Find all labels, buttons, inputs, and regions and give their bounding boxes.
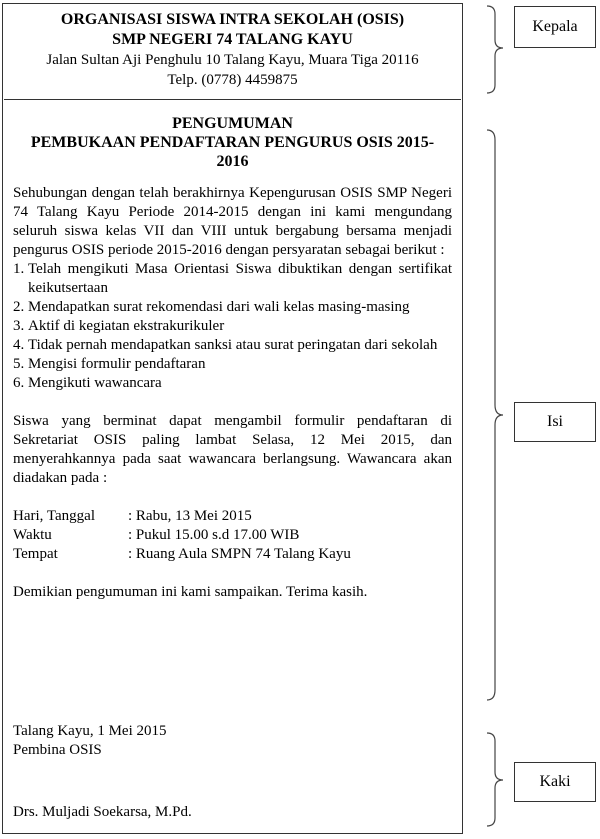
letterhead xyxy=(3,10,462,90)
item-text: Aktif di kegiatan ekstrakurikuler xyxy=(28,318,225,334)
footer-bracket xyxy=(487,733,503,826)
letterhead-divider xyxy=(4,99,461,100)
school-address: Jalan Sultan Aji Penghulu 10 Talang Kayu, Muara Tiga 20116 xyxy=(46,52,419,68)
item-number: 1. xyxy=(13,261,25,277)
closing-sentence: Demikian pengumuman ini kami sampaikan. Terima kasih. xyxy=(13,584,368,600)
announcement-body xyxy=(13,184,452,602)
title-line-1: PENGUMUMAN xyxy=(172,115,293,132)
item-text: Mendapatkan surat rekomendasi dari wali kelas masing-masing xyxy=(28,299,410,315)
requirements-list xyxy=(13,260,452,393)
label-content: Isi xyxy=(514,402,596,442)
schedule-key: Tempat xyxy=(13,546,58,562)
org-name: ORGANISASI SISWA INTRA SEKOLAH (OSIS) xyxy=(60,11,405,28)
header-bracket xyxy=(487,6,503,93)
item-text: Mengikuti wawancara xyxy=(28,375,162,391)
schedule-row xyxy=(13,526,452,545)
item-number: 6. xyxy=(13,375,25,391)
item-text: Telah mengikuti Masa Orientasi Siswa dibuktikan dengan sertifikat keikutsertaan xyxy=(28,261,452,296)
signature-place-date: Talang Kayu, 1 Mei 2015 xyxy=(13,723,167,739)
item-text: Mengisi formulir pendaftaran xyxy=(28,356,206,372)
item-text: Tidak pernah mendapatkan sanksi atau surat peringatan dari sekolah xyxy=(28,337,438,353)
signature-role: Pembina OSIS xyxy=(13,742,102,758)
title-line-3: 2016 xyxy=(216,153,249,170)
schedule-row xyxy=(13,507,452,526)
list-item xyxy=(13,298,452,317)
announcement-title xyxy=(3,114,462,171)
item-number: 4. xyxy=(13,337,25,353)
list-item xyxy=(13,355,452,374)
intro-paragraph: Sehubungan dengan telah berakhirnya Kepengurusan OSIS SMP Negeri 74 Talang Kayu Periode 2014-2015 dengan ini kami mengundang seluruh siswa kelas VII dan VIII untuk bergabung bersama menjadi pengurus OSIS periode 2015-2016 dengan persyaratan sebagai berikut : xyxy=(13,185,452,258)
announcement-document xyxy=(2,3,463,834)
schedule-value: : Rabu, 13 Mei 2015 xyxy=(128,508,252,524)
label-foot: Kaki xyxy=(514,762,596,802)
schedule-value: : Pukul 15.00 s.d 17.00 WIB xyxy=(128,527,300,543)
schedule-value: : Ruang Aula SMPN 74 Talang Kayu xyxy=(128,546,351,562)
schedule-key: Hari, Tanggal xyxy=(13,508,95,524)
registration-paragraph: Siswa yang berminat dapat mengambil formulir pendaftaran di Sekretariat OSIS paling lambat Selasa, 12 Mei 2015, dan menyerahkannya pada saat wawancara berlangsung. Wawancara akan diadakan pada : xyxy=(13,413,452,486)
school-name: SMP NEGERI 74 TALANG KAYU xyxy=(112,31,353,48)
item-number: 5. xyxy=(13,356,25,372)
list-item xyxy=(13,260,452,298)
signature-name: Drs. Muljadi Soekarsa, M.Pd. xyxy=(13,804,192,820)
section-brackets xyxy=(475,0,505,839)
schedule-key: Waktu xyxy=(13,527,52,543)
item-number: 2. xyxy=(13,299,25,315)
list-item xyxy=(13,336,452,355)
list-item xyxy=(13,317,452,336)
title-line-2: PEMBUKAAN PENDAFTARAN PENGURUS OSIS 2015- xyxy=(30,134,435,151)
label-head: Kepala xyxy=(514,6,596,48)
content-bracket xyxy=(487,130,503,700)
schedule-row xyxy=(13,545,452,564)
school-phone: Telp. (0778) 4459875 xyxy=(167,72,298,88)
list-item xyxy=(13,374,452,393)
item-number: 3. xyxy=(13,318,25,334)
